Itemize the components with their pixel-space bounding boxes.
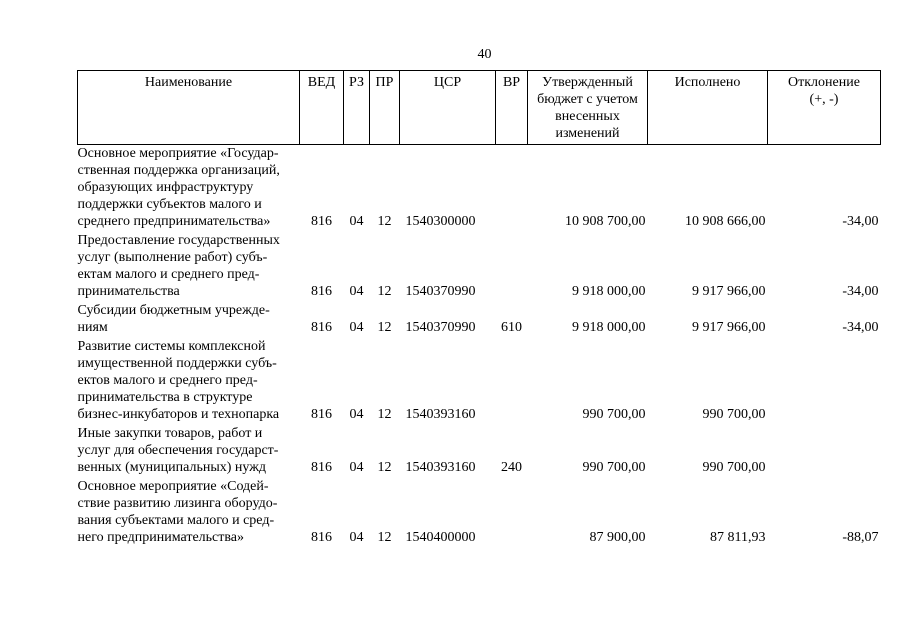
row-deviation: -34,00	[842, 320, 879, 335]
row-name-line: принимательства в структуре	[77, 390, 253, 405]
row-vr: 610	[501, 320, 522, 335]
row-name-line: Иные закупки товаров, работ и	[77, 426, 263, 441]
row-name-line: ектов малого и среднего пред-	[77, 373, 258, 388]
row-name-line: Предоставление государственных	[77, 233, 280, 248]
row-ved: 816	[311, 460, 332, 475]
row-budget: 9 918 000,00	[572, 284, 646, 299]
header-budget	[528, 71, 648, 145]
row-done: 9 917 966,00	[692, 320, 766, 335]
row-done: 990 700,00	[702, 407, 766, 422]
row-name-line: венных (муниципальных) нужд	[77, 460, 266, 475]
row-name-line: образующих инфраструктуру	[77, 180, 254, 195]
row-name-line: вания субъектами малого и сред-	[77, 513, 275, 528]
table-row	[78, 478, 881, 548]
row-budget: 990 700,00	[582, 460, 646, 475]
row-name-line: Развитие системы комплексной	[77, 339, 266, 354]
header-budget-line: бюджет с учетом	[537, 92, 638, 107]
row-csr: 1540393160	[405, 460, 476, 475]
row-name	[78, 425, 300, 478]
row-budget: 990 700,00	[582, 407, 646, 422]
row-vr	[496, 232, 528, 302]
row-name-line: ствие развитию лизинга оборудо-	[77, 496, 278, 511]
row-done: 87 811,93	[710, 530, 766, 545]
table-row	[78, 338, 881, 425]
row-done: 9 917 966,00	[692, 284, 766, 299]
row-name	[78, 232, 300, 302]
row-csr: 1540370990	[405, 320, 476, 335]
row-pr: 12	[377, 320, 392, 335]
header-csr: ЦСР	[400, 71, 496, 145]
row-name	[78, 145, 300, 233]
header-budget-line: внесенных	[555, 109, 620, 124]
row-pr: 12	[377, 460, 392, 475]
row-vr: 240	[501, 460, 522, 475]
row-pr: 12	[377, 284, 392, 299]
header-budget-line: Утвержденный	[542, 75, 633, 90]
table-row	[78, 302, 881, 338]
row-rz: 04	[349, 460, 364, 475]
row-ved: 816	[311, 214, 332, 229]
row-name-line: среднего предпринимательства»	[77, 214, 271, 229]
header-deviation-line: (+, -)	[809, 92, 839, 107]
row-name-line: Основное мероприятие «Государ-	[77, 146, 279, 161]
table-row	[78, 145, 881, 233]
row-done: 10 908 666,00	[685, 214, 766, 229]
header-vr: ВР	[496, 71, 528, 145]
row-ved: 816	[311, 407, 332, 422]
row-rz: 04	[349, 320, 364, 335]
row-name-line: имущественной поддержки субъ-	[77, 356, 277, 371]
row-vr	[496, 145, 528, 233]
row-name	[78, 302, 300, 338]
row-deviation	[768, 338, 881, 425]
row-name-line: ниям	[77, 320, 108, 335]
row-budget: 10 908 700,00	[565, 214, 646, 229]
header-deviation-line: Отклонение	[788, 75, 860, 90]
row-rz: 04	[349, 407, 364, 422]
row-csr: 1540400000	[405, 530, 476, 545]
row-csr: 1540300000	[405, 214, 476, 229]
page-number: 40	[477, 47, 492, 62]
row-ved: 816	[311, 530, 332, 545]
row-vr	[496, 338, 528, 425]
row-name	[78, 478, 300, 548]
row-pr: 12	[377, 214, 392, 229]
row-name-line: ектам малого и среднего пред-	[77, 267, 260, 282]
row-name-line: поддержки субъектов малого и	[77, 197, 262, 212]
row-csr: 1540393160	[405, 407, 476, 422]
row-done: 990 700,00	[702, 460, 766, 475]
row-pr: 12	[377, 407, 392, 422]
row-pr: 12	[377, 530, 392, 545]
row-vr	[496, 478, 528, 548]
row-name	[78, 338, 300, 425]
row-name-line: него предпринимательства»	[77, 530, 245, 545]
row-name-line: бизнес-инкубаторов и технопарка	[77, 407, 280, 422]
header-deviation	[768, 71, 881, 145]
row-name-line: Основное мероприятие «Содей-	[77, 479, 269, 494]
header-pr: ПР	[370, 71, 400, 145]
header-budget-line: изменений	[555, 126, 620, 141]
row-rz: 04	[349, 530, 364, 545]
row-budget: 9 918 000,00	[572, 320, 646, 335]
row-name-line: принимательства	[77, 284, 180, 299]
row-ved: 816	[311, 284, 332, 299]
header-rz: РЗ	[344, 71, 370, 145]
row-rz: 04	[349, 284, 364, 299]
table-body	[78, 145, 881, 549]
row-ved: 816	[311, 320, 332, 335]
row-name-line: услуг для обеспечения государст-	[77, 443, 279, 458]
row-name-line: ственная поддержка организаций,	[77, 163, 280, 178]
row-deviation: -88,07	[842, 530, 879, 545]
row-deviation: -34,00	[842, 214, 879, 229]
header-ved: ВЕД	[300, 71, 344, 145]
row-budget: 87 900,00	[589, 530, 646, 545]
row-csr: 1540370990	[405, 284, 476, 299]
table-row	[78, 425, 881, 478]
row-deviation: -34,00	[842, 284, 879, 299]
row-deviation	[768, 425, 881, 478]
table-row	[78, 232, 881, 302]
row-rz: 04	[349, 214, 364, 229]
row-name-line: услуг (выполнение работ) субъ-	[77, 250, 268, 265]
header-done: Исполнено	[648, 71, 768, 145]
table-header-row	[78, 71, 881, 145]
row-name-line: Субсидии бюджетным учрежде-	[77, 303, 270, 318]
header-name: Наименование	[78, 71, 300, 145]
budget-execution-table	[77, 70, 881, 548]
